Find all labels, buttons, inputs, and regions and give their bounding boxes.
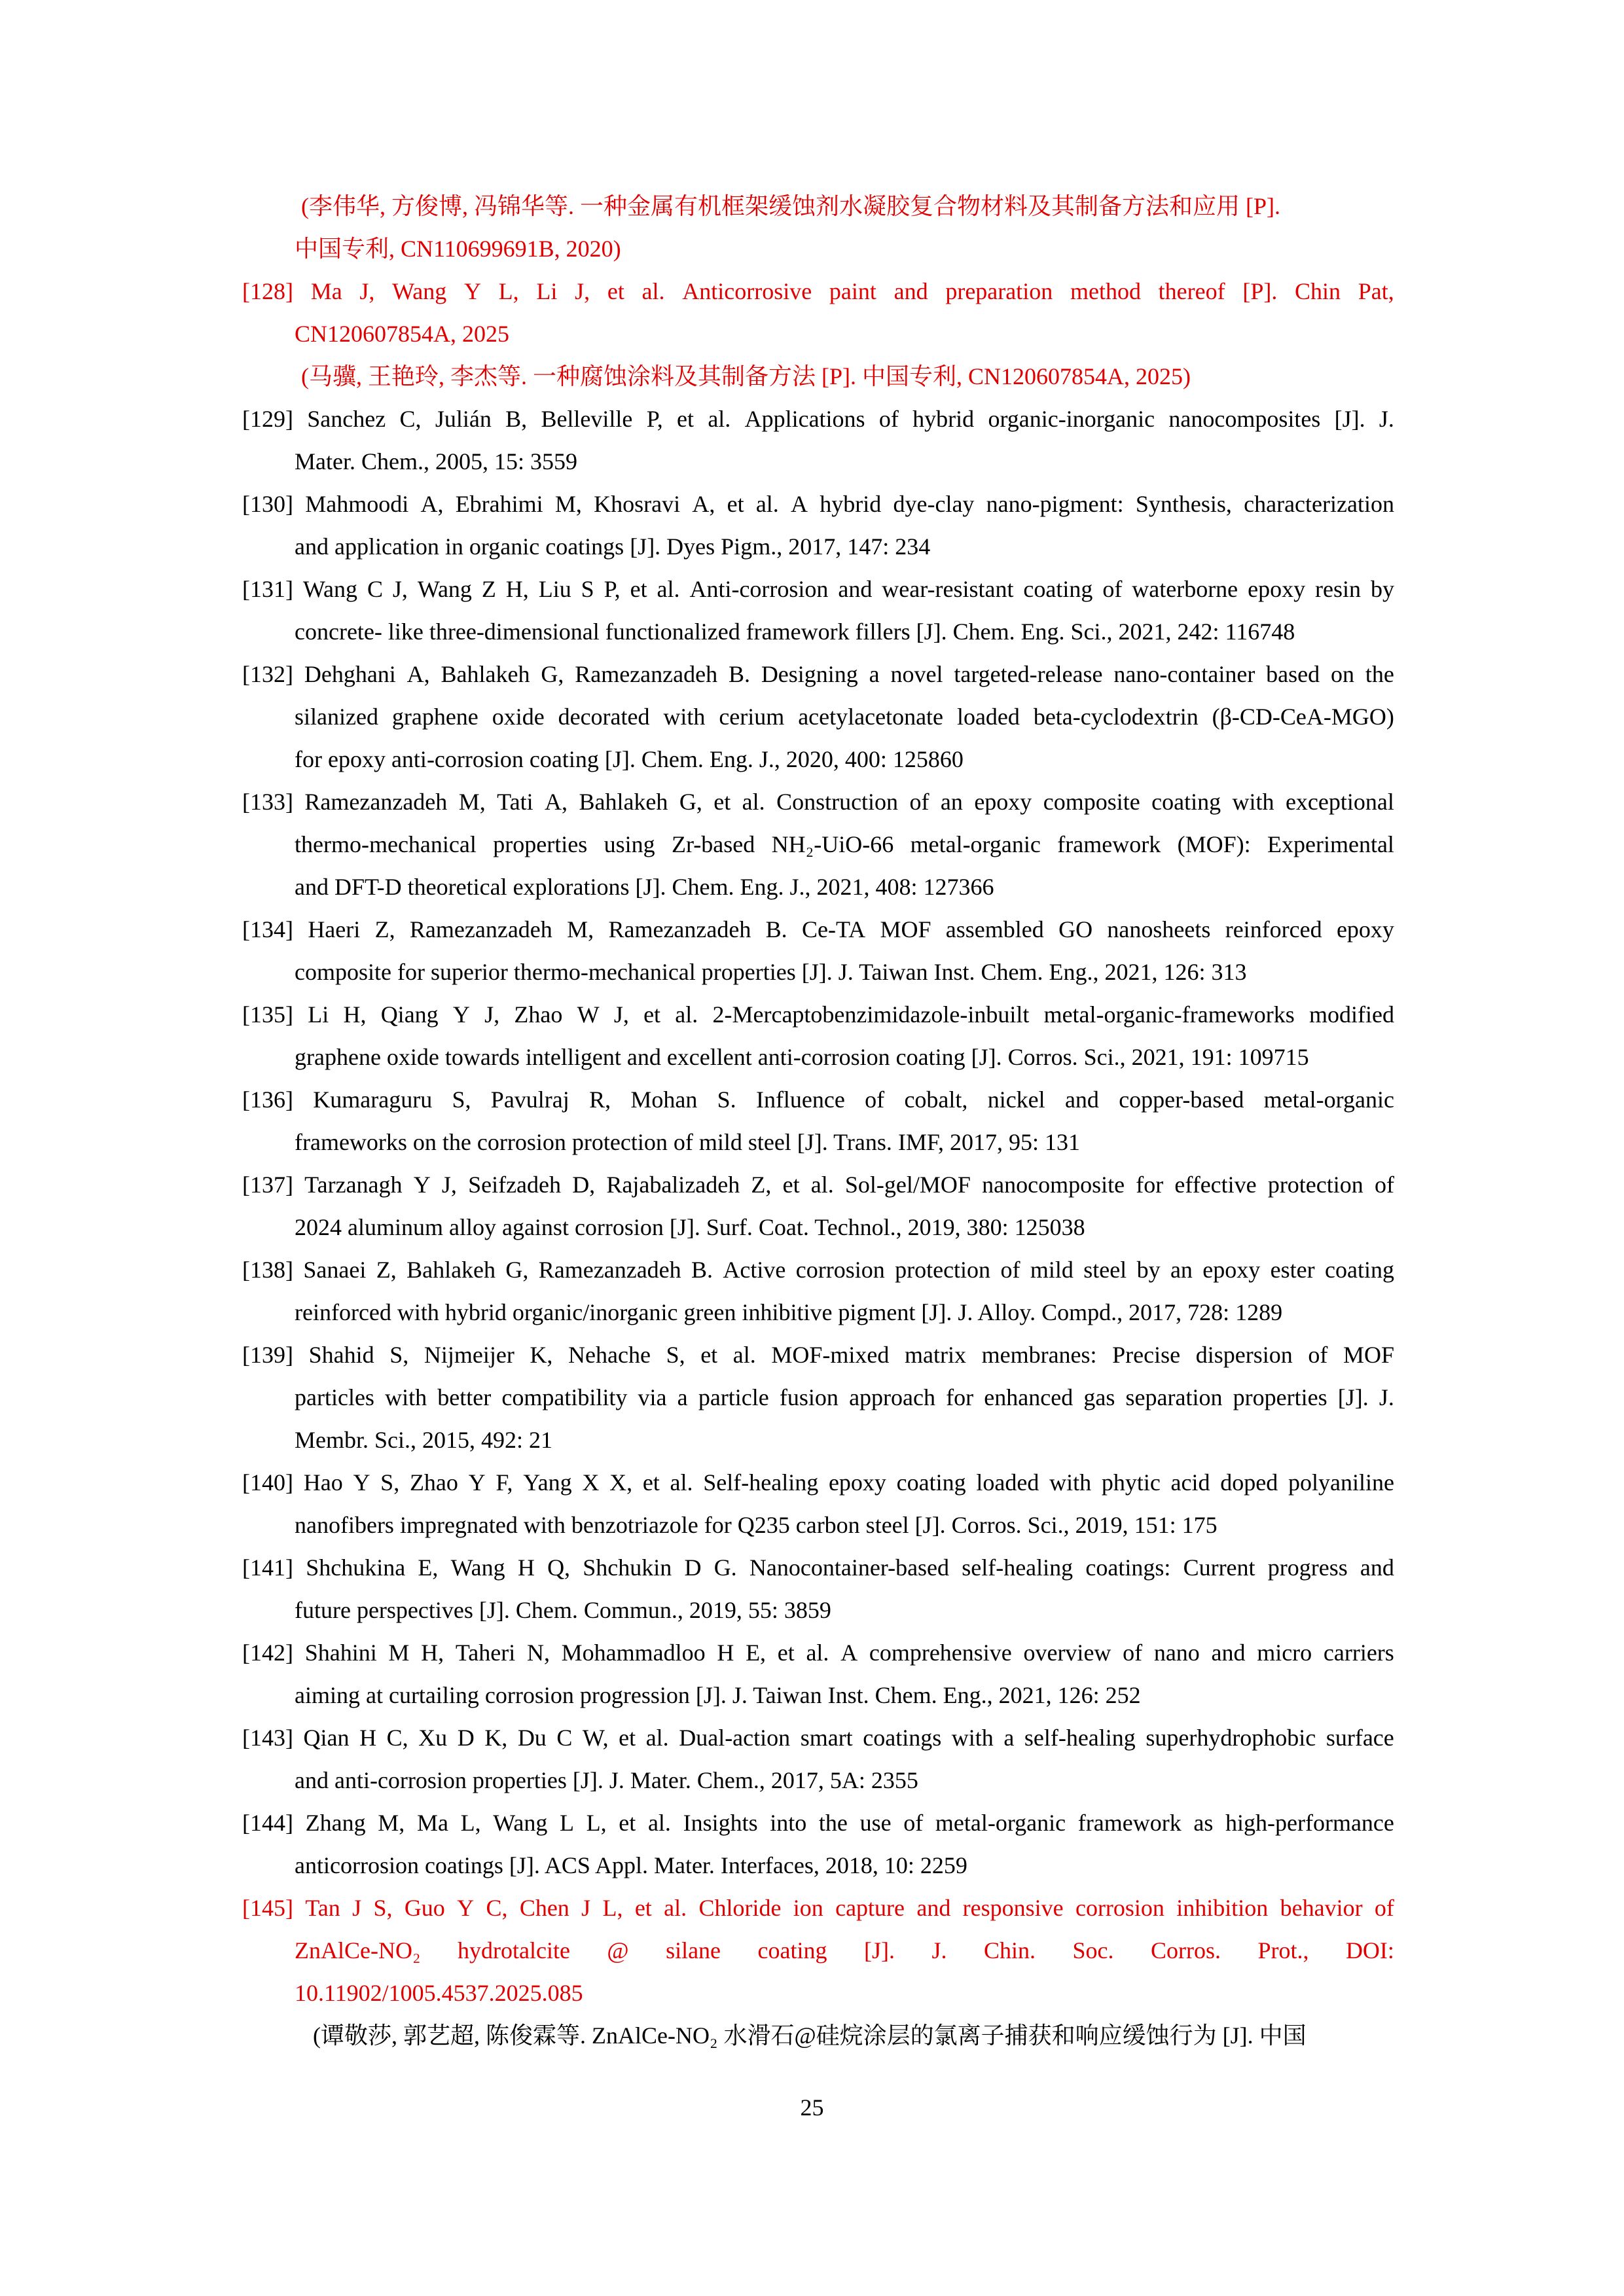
reference-line: [132] Dehghani A, Bahlakeh G, Ramezanzadeh B. Designing a novel targeted-release nano-container based on the <box>242 661 1394 687</box>
references-list <box>242 185 1394 2057</box>
reference-entry <box>242 1079 1394 1164</box>
reference-line: and anti-corrosion properties [J]. J. Mater. Chem., 2017, 5A: 2355 <box>295 1767 918 1793</box>
reference-line: composite for superior thermo-mechanical properties [J]. J. Taiwan Inst. Chem. Eng., 2021, 126: 313 <box>295 959 1247 985</box>
reference-entry <box>242 398 1394 483</box>
reference-line: [140] Hao Y S, Zhao Y F, Yang X X, et al. Self-healing epoxy coating loaded with phytic acid doped polyaniline <box>242 1469 1394 1496</box>
reference-line: [138] Sanaei Z, Bahlakeh G, Ramezanzadeh B. Active corrosion protection of mild steel by an epoxy ester coating <box>242 1257 1394 1283</box>
reference-line: concrete- like three-dimensional functionalized framework fillers [J]. Chem. Eng. Sci., 2021, 242: 116748 <box>295 619 1295 645</box>
reference-line: (李伟华, 方俊博, 冯锦华等. 一种金属有机框架缓蚀剂水凝胶复合物材料及其制备方法和应用 [P]. <box>301 193 1280 219</box>
reference-line: future perspectives [J]. Chem. Commun., 2019, 55: 3859 <box>295 1597 831 1623</box>
reference-line: (马骥, 王艳玲, 李杰等. 一种腐蚀涂料及其制备方法 [P]. 中国专利, CN120607854A, 2025) <box>301 363 1191 389</box>
reference-line: [128] Ma J, Wang Y L, Li J, et al. Anticorrosive paint and preparation method thereof [P]. Chin Pat, <box>242 278 1394 304</box>
reference-line: particles with better compatibility via a particle fusion approach for enhanced gas separation properties [J]. J. <box>295 1384 1394 1410</box>
reference-entry <box>242 1802 1394 1887</box>
reference-entry <box>242 994 1394 1079</box>
reference-line: (谭敬莎, 郭艺超, 陈俊霖等. ZnAlCe-NO₂ 水滑石@硅烷涂层的氯离子捕获和响应缓蚀行为 [J]. 中国 <box>313 2022 1307 2049</box>
reference-line: [133] Ramezanzadeh M, Tati A, Bahlakeh G, et al. Construction of an epoxy composite coating with exceptional <box>242 789 1394 815</box>
reference-entry <box>242 568 1394 653</box>
reference-line: [143] Qian H C, Xu D K, Du C W, et al. Dual-action smart coatings with a self-healing superhydrophobic surface <box>242 1725 1394 1751</box>
reference-line: for epoxy anti-corrosion coating [J]. Chem. Eng. J., 2020, 400: 125860 <box>295 746 964 772</box>
reference-line: [135] Li H, Qiang Y J, Zhao W J, et al. 2-Mercaptobenzimidazole-inbuilt metal-organic-frameworks modified <box>242 1001 1394 1028</box>
reference-line: [139] Shahid S, Nijmeijer K, Nehache S, et al. MOF-mixed matrix membranes: Precise dispersion of MOF <box>242 1342 1394 1368</box>
reference-line: thermo-mechanical properties using Zr-based NH₂-UiO-66 metal-organic framework (MOF): Experimental <box>295 831 1394 857</box>
reference-line: [130] Mahmoodi A, Ebrahimi M, Khosravi A, et al. A hybrid dye-clay nano-pigment: Synthesis, characterization <box>242 491 1394 517</box>
reference-entry <box>242 270 1394 398</box>
reference-entry <box>242 1887 1394 2057</box>
reference-line: Membr. Sci., 2015, 492: 21 <box>295 1427 552 1453</box>
reference-line: nanofibers impregnated with benzotriazole for Q235 carbon steel [J]. Corros. Sci., 2019, 151: 175 <box>295 1512 1218 1538</box>
reference-line: [142] Shahini M H, Taheri N, Mohammadloo H E, et al. A comprehensive overview of nano and micro carriers <box>242 1640 1394 1666</box>
reference-line: [136] Kumaraguru S, Pavulraj R, Mohan S. Influence of cobalt, nickel and copper-based metal-organic <box>242 1086 1394 1113</box>
reference-entry <box>242 781 1394 908</box>
reference-line: frameworks on the corrosion protection of mild steel [J]. Trans. IMF, 2017, 95: 131 <box>295 1129 1080 1155</box>
reference-entry <box>242 1334 1394 1462</box>
reference-line: aiming at curtailing corrosion progression [J]. J. Taiwan Inst. Chem. Eng., 2021, 126: 252 <box>295 1682 1141 1708</box>
reference-line: silanized graphene oxide decorated with cerium acetylacetonate loaded beta-cyclodextrin (β-CD-CeA-MGO) <box>295 704 1394 730</box>
reference-line: [145] Tan J S, Guo Y C, Chen J L, et al. Chloride ion capture and responsive corrosion inhibition behavior of <box>242 1895 1394 1921</box>
reference-line: and application in organic coatings [J]. Dyes Pigm., 2017, 147: 234 <box>295 533 931 560</box>
reference-line: ZnAlCe-NO₂ hydrotalcite @ silane coating [J]. J. Chin. Soc. Corros. Prot., DOI: <box>295 1937 1394 1964</box>
reference-line: Mater. Chem., 2005, 15: 3559 <box>295 448 577 475</box>
page-number: 25 <box>800 2094 824 2121</box>
reference-line: [144] Zhang M, Ma L, Wang L L, et al. Insights into the use of metal-organic framework as high-performance <box>242 1810 1394 1836</box>
reference-line: 10.11902/1005.4537.2025.085 <box>295 1980 583 2006</box>
reference-line: CN120607854A, 2025 <box>295 321 510 347</box>
reference-line: reinforced with hybrid organic/inorganic green inhibitive pigment [J]. J. Alloy. Compd., 2017, 728: 1289 <box>295 1299 1283 1325</box>
reference-entry <box>242 1462 1394 1547</box>
reference-entry <box>242 1249 1394 1334</box>
reference-entry <box>242 185 1394 270</box>
reference-line: [134] Haeri Z, Ramezanzadeh M, Ramezanzadeh B. Ce-TA MOF assembled GO nanosheets reinforced epoxy <box>242 916 1394 942</box>
reference-line: [129] Sanchez C, Julián B, Belleville P, et al. Applications of hybrid organic-inorganic nanocomposites [J]. J. <box>242 406 1394 432</box>
reference-entry <box>242 653 1394 781</box>
reference-entry <box>242 1632 1394 1717</box>
reference-entry <box>242 483 1394 568</box>
reference-line: [137] Tarzanagh Y J, Seifzadeh D, Rajabalizadeh Z, et al. Sol-gel/MOF nanocomposite for effective protection of <box>242 1172 1394 1198</box>
reference-entry <box>242 1717 1394 1802</box>
reference-line: anticorrosion coatings [J]. ACS Appl. Mater. Interfaces, 2018, 10: 2259 <box>295 1852 967 1878</box>
reference-line: 2024 aluminum alloy against corrosion [J]. Surf. Coat. Technol., 2019, 380: 125038 <box>295 1214 1085 1240</box>
reference-entry <box>242 1164 1394 1249</box>
reference-line: and DFT-D theoretical explorations [J]. Chem. Eng. J., 2021, 408: 127366 <box>295 874 994 900</box>
reference-line: [131] Wang C J, Wang Z H, Liu S P, et al. Anti-corrosion and wear-resistant coating of waterborne epoxy resin by <box>242 576 1394 602</box>
reference-entry <box>242 908 1394 994</box>
reference-line: graphene oxide towards intelligent and excellent anti-corrosion coating [J]. Corros. Sci., 2021, 191: 109715 <box>295 1044 1309 1070</box>
reference-line: [141] Shchukina E, Wang H Q, Shchukin D G. Nanocontainer-based self-healing coatings: Current progress and <box>242 1554 1394 1581</box>
reference-line: 中国专利, CN110699691B, 2020) <box>295 236 621 262</box>
reference-entry <box>242 1547 1394 1632</box>
